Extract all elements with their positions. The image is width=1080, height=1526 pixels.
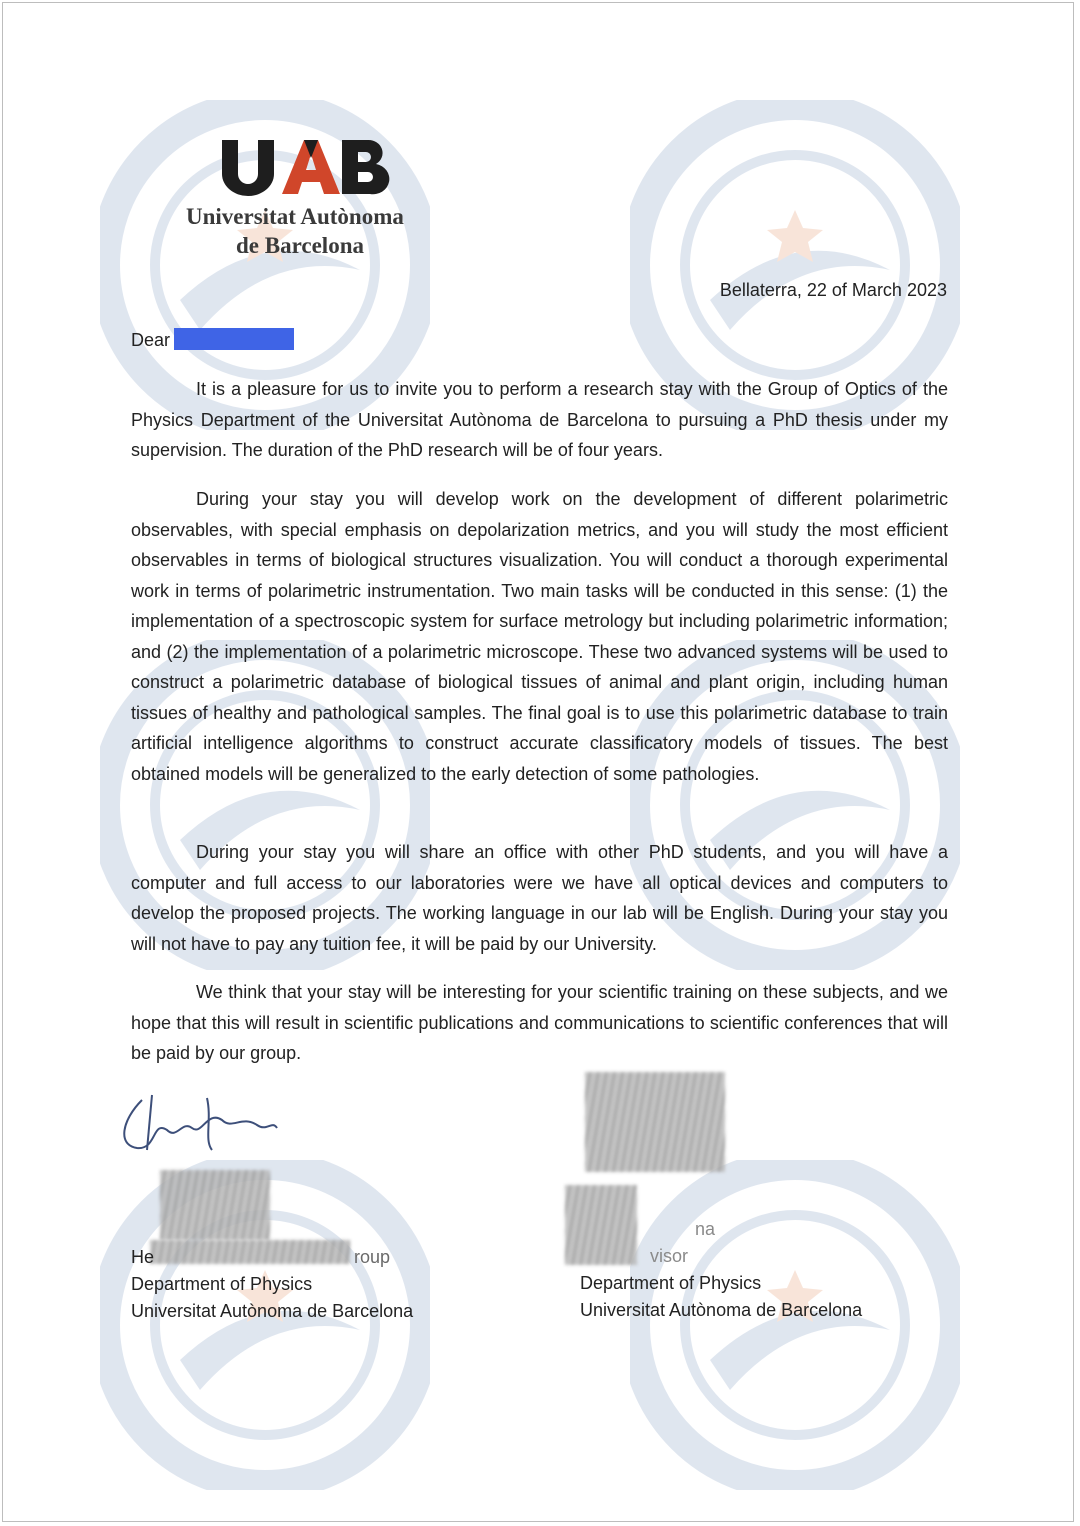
signatory-2-name: na [695, 1219, 716, 1239]
paragraph-2 [131, 484, 948, 789]
signatory-2-department: Department of Physics [580, 1273, 762, 1293]
letter-date: Bellaterra, 22 of March 2023 [719, 280, 947, 300]
signatory-2-role: visor [650, 1246, 689, 1266]
logo-line-1: Universitat Autònoma [186, 204, 404, 229]
logo-line-2: de Barcelona [236, 233, 364, 258]
signatory-1-role [131, 1244, 413, 1271]
uab-logo-icon [220, 138, 390, 196]
redacted-name [174, 328, 294, 350]
paragraph-text: During your stay you will develop work on the development of different polarimetric observables, with special emphasis on depolarization metrics, and you will study the most efficient observables in terms of biological structures visualization. You will conduct a thorough experimental work in terms of polarimetric instrumentation. Two main tasks will be conducted in this sense: (1) the implementation of a spectroscopic system for surface metrology but including polarimetric information; and (2) the implementation of a polarimetric microscope. These two advanced systems will be used to construct a polarimetric database of biological tissues of animal and plant origin, including human tissues of healthy and pathological samples. The final goal is to use this polarimetric database to train artificial intelligence algorithms to construct accurate classificatory models of tissues. The best obtained models will be generalized to the early detection of some pathologies. [131, 489, 948, 784]
signatory-2-university: Universitat Autònoma de Barcelona [580, 1300, 863, 1320]
signatory-1-block [131, 1244, 413, 1325]
paragraph-3 [131, 837, 948, 959]
paragraph-4 [131, 977, 948, 1069]
greeting [131, 328, 294, 351]
paragraph-1 [131, 374, 948, 466]
redacted-signatory-name-1 [160, 1170, 270, 1240]
signatory-2-block [580, 1216, 862, 1324]
signature-2 [585, 1072, 725, 1172]
signatory-1-role-end: roup [354, 1247, 391, 1267]
signatory-1-role-start: He [131, 1247, 155, 1267]
signature-1 [112, 1090, 282, 1160]
paragraph-text: It is a pleasure for us to invite you to perform a research stay with the Group of Optics of the Physics Department of the Universitat Autònoma de Barcelona to pursuing a PhD thesis under my supervision. The duration of the PhD research will be of four years. [131, 379, 948, 460]
paragraph-text: We think that your stay will be interesting for your scientific training on these subjects, and we hope that this will result in scientific publications and communications to scientific conferences that will be paid by our group. [131, 982, 948, 1063]
signatory-1-department: Department of Physics [131, 1274, 313, 1294]
greeting-text: Dear [131, 330, 171, 350]
paragraph-text: During your stay you will share an office with other PhD students, and you will have a computer and full access to our laboratories were we have all optical devices and computers to develop the proposed projects. The working language in our lab will be English. During your stay you will not have to pay any tuition fee, it will be paid by our University. [131, 842, 948, 954]
signatory-1-university: Universitat Autònoma de Barcelona [131, 1301, 414, 1321]
